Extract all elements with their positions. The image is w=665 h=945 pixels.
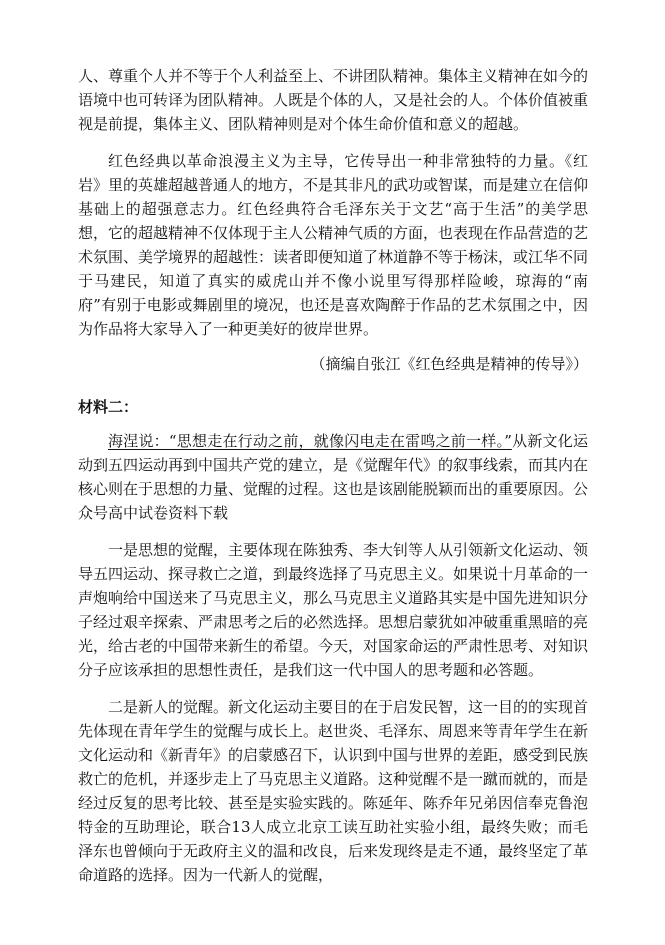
underlined-quote: 海涅说：“思想走在行动之前，就像闪电走在雷鸣之前一样。”: [108, 432, 512, 450]
paragraph-awakening-age: [78, 429, 588, 525]
section-heading-material-two: 材料二：: [78, 398, 139, 416]
paragraph-individual-value: 人、尊重个人并不等于个人利益至上、不讲团队精神。集体主义精神在如今的语境中也可转译为团队精神。人既是个体的人，又是社会的人。个体价值被重视是前提，集体主义、团队精神则是对个体生命价值和意义的超越。: [78, 67, 589, 133]
source-citation: （摘编自张江《红色经典是精神的传导》）: [310, 355, 588, 373]
paragraph-new-people-awakening: 二是新人的觉醒。新文化运动主要目的在于启发民智，这一目的的实现首先体现在青年学生的觉醒与成长上。赵世炎、毛泽东、周恩来等青年学生在新文化运动和《新青年》的启蒙感召下，认识到中国与世界的差距，感受到民族救亡的危机，并逐步走上了马克思主义道路。这种觉醒不是一蹴而就的，而是经过反复的思考比较、甚至是实验实践的。陈延年、陈乔年兄弟因信奉克鲁泡特金的互助理论，联合13人成立北京工读互助社实验小组，最终失败；而毛泽东也曾倾向于无政府主义的温和改良，后来发现终是走不通，最终坚定了革命道路的选择。因为一代新人的觉醒，: [78, 698, 589, 884]
paragraph-red-classics: 红色经典以革命浪漫主义为主导，它传导出一种非常独特的力量。《红岩》里的英雄超越普通人的地方，不是其非凡的武功或智谋，而是建立在信仰基础上的超强意志力。红色经典符合毛泽东关于文艺“高于生活”的美学思想，它的超越精神不仅体现于主人公精神气质的方面，也表现在作品营造的艺术氛围、美学境界的超越性：读者即便知道了林道静不等于杨沫，或江华不同于马建民，知道了真实的威虎山并不像小说里写得那样险峻，琼海的“南府”有别于电影或舞剧里的境况，也还是喜欢陶醉于作品的艺术氛围之中，因为作品将大家导入了一种更美好的彼岸世界。: [78, 152, 589, 338]
document-page: [78, 64, 588, 887]
paragraph-awakening-age-text: 从新文化运动到五四运动再到中国共产党的建立，是《觉醒年代》的叙事线索，而其内在核心则在于思想的力量、觉醒的过程。这也是该剧能脱颖而出的重要原因。公众号高中试卷资料下载: [78, 432, 589, 522]
paragraph-ideological-awakening: 一是思想的觉醒，主要体现在陈独秀、李大钊等人从引领新文化运动、领导五四运动、探寻救亡之道，到最终选择了马克思主义。如果说十月革命的一声炮响给中国送来了马克思主义，那么马克思主义道路其实是中国先进知识分子经过艰辛探索、严肃思考之后的必然选择。思想启蒙犹如冲破重重黑暗的亮光，给古老的中国带来新生的希望。今天，对国家命运的严肃性思考、对知识分子应该承担的思想性责任，是我们这一代中国人的思考题和必答题。: [78, 541, 589, 679]
